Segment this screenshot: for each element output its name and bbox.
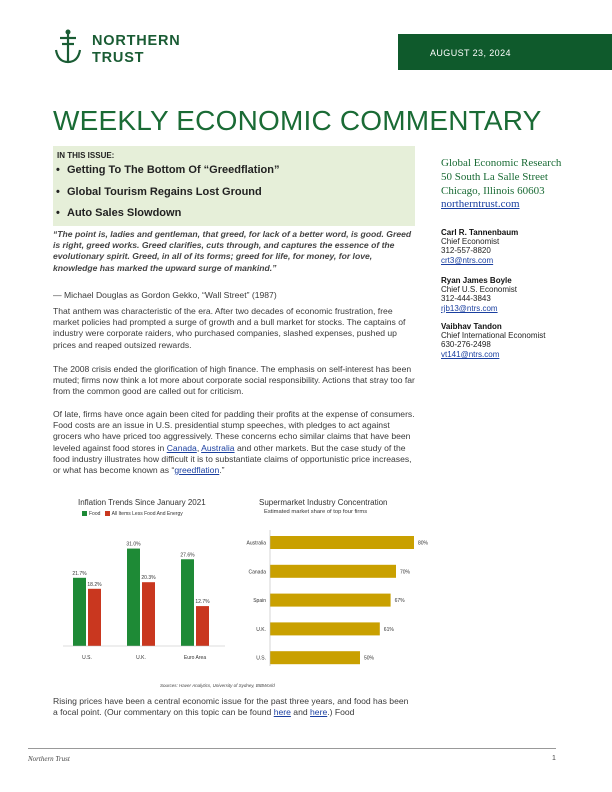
text: and other markets. But the case study of the food industry illustrates how difficult it is to substantiate claims of opportunistic price increases, or what has become known as “ <box>53 442 412 476</box>
chart-title: Supermarket Industry Concentration <box>259 498 388 507</box>
legend-label: All Items Less Food And Energy <box>111 511 183 517</box>
paragraph: The 2008 crisis ended the glorification of high finance. The emphasis on self-interest has been muted; firms now think a lot more about corporate social responsibility. Actions that stray too far from the common good are called out for criticism. <box>53 364 415 397</box>
anchor-logo-icon <box>52 28 84 68</box>
economist-contact <box>441 322 611 359</box>
contact-block <box>441 157 561 212</box>
opening-quote: “The point is, ladies and gentleman, that greed, for lack of a better word, is good. Greed is right, greed works. Greed clarifies, cuts through, and captures the essence of the evolutionary spirit. Greed, in all of its forms; greed for life, for money, for love, knowledge has marked the upward surge of mankind.” <box>53 229 412 273</box>
bar-Spain <box>270 594 391 607</box>
bar-food-Euro Area <box>181 559 194 646</box>
data-label: 21.7% <box>72 570 87 577</box>
legend-swatch-core <box>105 511 110 516</box>
economist-email[interactable]: crt3@ntrs.com <box>441 255 494 265</box>
footer-divider <box>28 748 556 749</box>
text: and <box>290 707 311 718</box>
text: , <box>196 442 202 453</box>
chart-legend <box>82 511 183 517</box>
issue-list <box>53 164 279 229</box>
issue-item: • Global Tourism Regains Lost Ground <box>53 186 279 208</box>
economist-name: Carl R. Tannenbaum <box>441 228 519 237</box>
economist-contact <box>441 276 611 313</box>
data-label: 50% <box>364 655 375 662</box>
city-address: Chicago, Illinois 60603 <box>441 184 545 197</box>
quote-attribution: — Michael Douglas as Gordon Gekko, “Wall Street” (1987) <box>53 290 277 300</box>
category-label: U.S. <box>256 655 266 662</box>
bar-Canada <box>270 565 396 578</box>
issue-item: • Auto Sales Slowdown <box>53 207 279 229</box>
here-link[interactable]: here <box>310 707 328 718</box>
bar-U.K. <box>270 622 380 635</box>
in-this-issue-box <box>53 146 415 226</box>
chart-source: Sources: Haver Analytics, University of Sydney, BIBWorld <box>160 683 275 688</box>
supermarket-concentration-chart <box>232 528 429 668</box>
data-label: 20.3% <box>141 575 156 582</box>
data-label: 80% <box>418 540 429 547</box>
text: .) Food <box>327 707 355 718</box>
page-title: WEEKLY ECONOMIC COMMENTARY <box>53 105 542 136</box>
data-label: 67% <box>394 598 405 605</box>
data-label: 31.0% <box>126 541 141 548</box>
economist-name: Ryan James Boyle <box>441 276 512 285</box>
data-label: 27.6% <box>180 552 195 559</box>
data-label: 18.2% <box>87 581 102 588</box>
bar-core-U.K. <box>142 582 155 646</box>
economist-name: Vaibhav Tandon <box>441 322 502 331</box>
category-label: Canada <box>248 569 266 576</box>
economist-title: Chief International Economist <box>441 331 546 341</box>
page-number: 1 <box>552 755 556 762</box>
bar-food-U.S. <box>73 578 86 646</box>
canada-link[interactable]: Canada <box>166 442 197 453</box>
legend-label: Food <box>89 511 101 517</box>
text: Rising prices have been a central economic issue for the past three years, and food has been a focal point. (Our commentary on this topic can be found <box>53 696 409 718</box>
bar-Australia <box>270 536 414 549</box>
chart-title: Inflation Trends Since January 2021 <box>78 498 206 507</box>
here-link[interactable]: here <box>273 707 291 718</box>
bar-U.S. <box>270 651 360 664</box>
paragraph: That anthem was characteristic of the era. After two decades of economic frustration, free market policies had prompted a surge of growth and a bull market for stocks. The captains of industry were corporate raiders, who purchased companies, slashed expenses, pushed up prices and reaped outsized rewards. <box>53 306 406 350</box>
data-label: 61% <box>383 626 394 633</box>
date-banner: AUGUST 23, 2024 <box>398 34 612 70</box>
category-label: U.S. <box>82 655 92 661</box>
bar-core-Euro Area <box>196 606 209 646</box>
data-label: 12.7% <box>195 599 210 606</box>
paragraph <box>53 409 415 476</box>
economist-title: Chief U.S. Economist <box>441 285 518 295</box>
org-name: Global Economic Research <box>441 157 562 169</box>
economist-contact <box>441 228 611 265</box>
category-label: Spain <box>253 598 266 605</box>
economist-phone: 630-276-2498 <box>441 340 491 350</box>
website-link[interactable]: northerntrust.com <box>441 198 520 211</box>
category-label: Australia <box>246 540 266 547</box>
category-label: U.K. <box>256 626 266 633</box>
chart-subtitle: Estimated market share of top four firms <box>264 509 368 515</box>
economist-title: Chief Economist <box>441 237 500 247</box>
economist-email[interactable]: vt141@ntrs.com <box>441 349 500 359</box>
inflation-trends-chart <box>55 520 230 680</box>
street-address: 50 South La Salle Street <box>441 170 548 183</box>
greedflation-link[interactable]: greedflation <box>174 465 220 476</box>
data-label: 70% <box>400 569 411 576</box>
economist-phone: 312-444-3843 <box>441 294 491 304</box>
paragraph <box>53 696 415 718</box>
australia-link[interactable]: Australia <box>201 442 235 453</box>
text: .” <box>219 465 225 476</box>
economist-phone: 312-557-8820 <box>441 246 491 256</box>
bar-core-U.S. <box>88 589 101 646</box>
issue-item: • Getting To The Bottom Of “Greedflation” <box>53 164 279 186</box>
legend-swatch-food <box>82 511 87 516</box>
footer-brand: Northern Trust <box>28 755 70 763</box>
economist-email[interactable]: rjb13@ntrs.com <box>441 303 498 313</box>
text: Of late, firms have once again been cited for padding their profits at the expense of consumers. Food costs are an issue in U.S. presidential stump speeches, with pledges to act against grocers who have priced too aggressively. These concerns echo similar claims that have been leveled against food stores in <box>53 409 415 453</box>
brand-name: NORTHERN TRUST <box>92 33 181 66</box>
category-label: U.K. <box>136 655 146 661</box>
bar-food-U.K. <box>127 549 140 646</box>
in-this-issue-heading: IN THIS ISSUE: <box>57 151 115 160</box>
category-label: Euro Area <box>183 655 207 661</box>
